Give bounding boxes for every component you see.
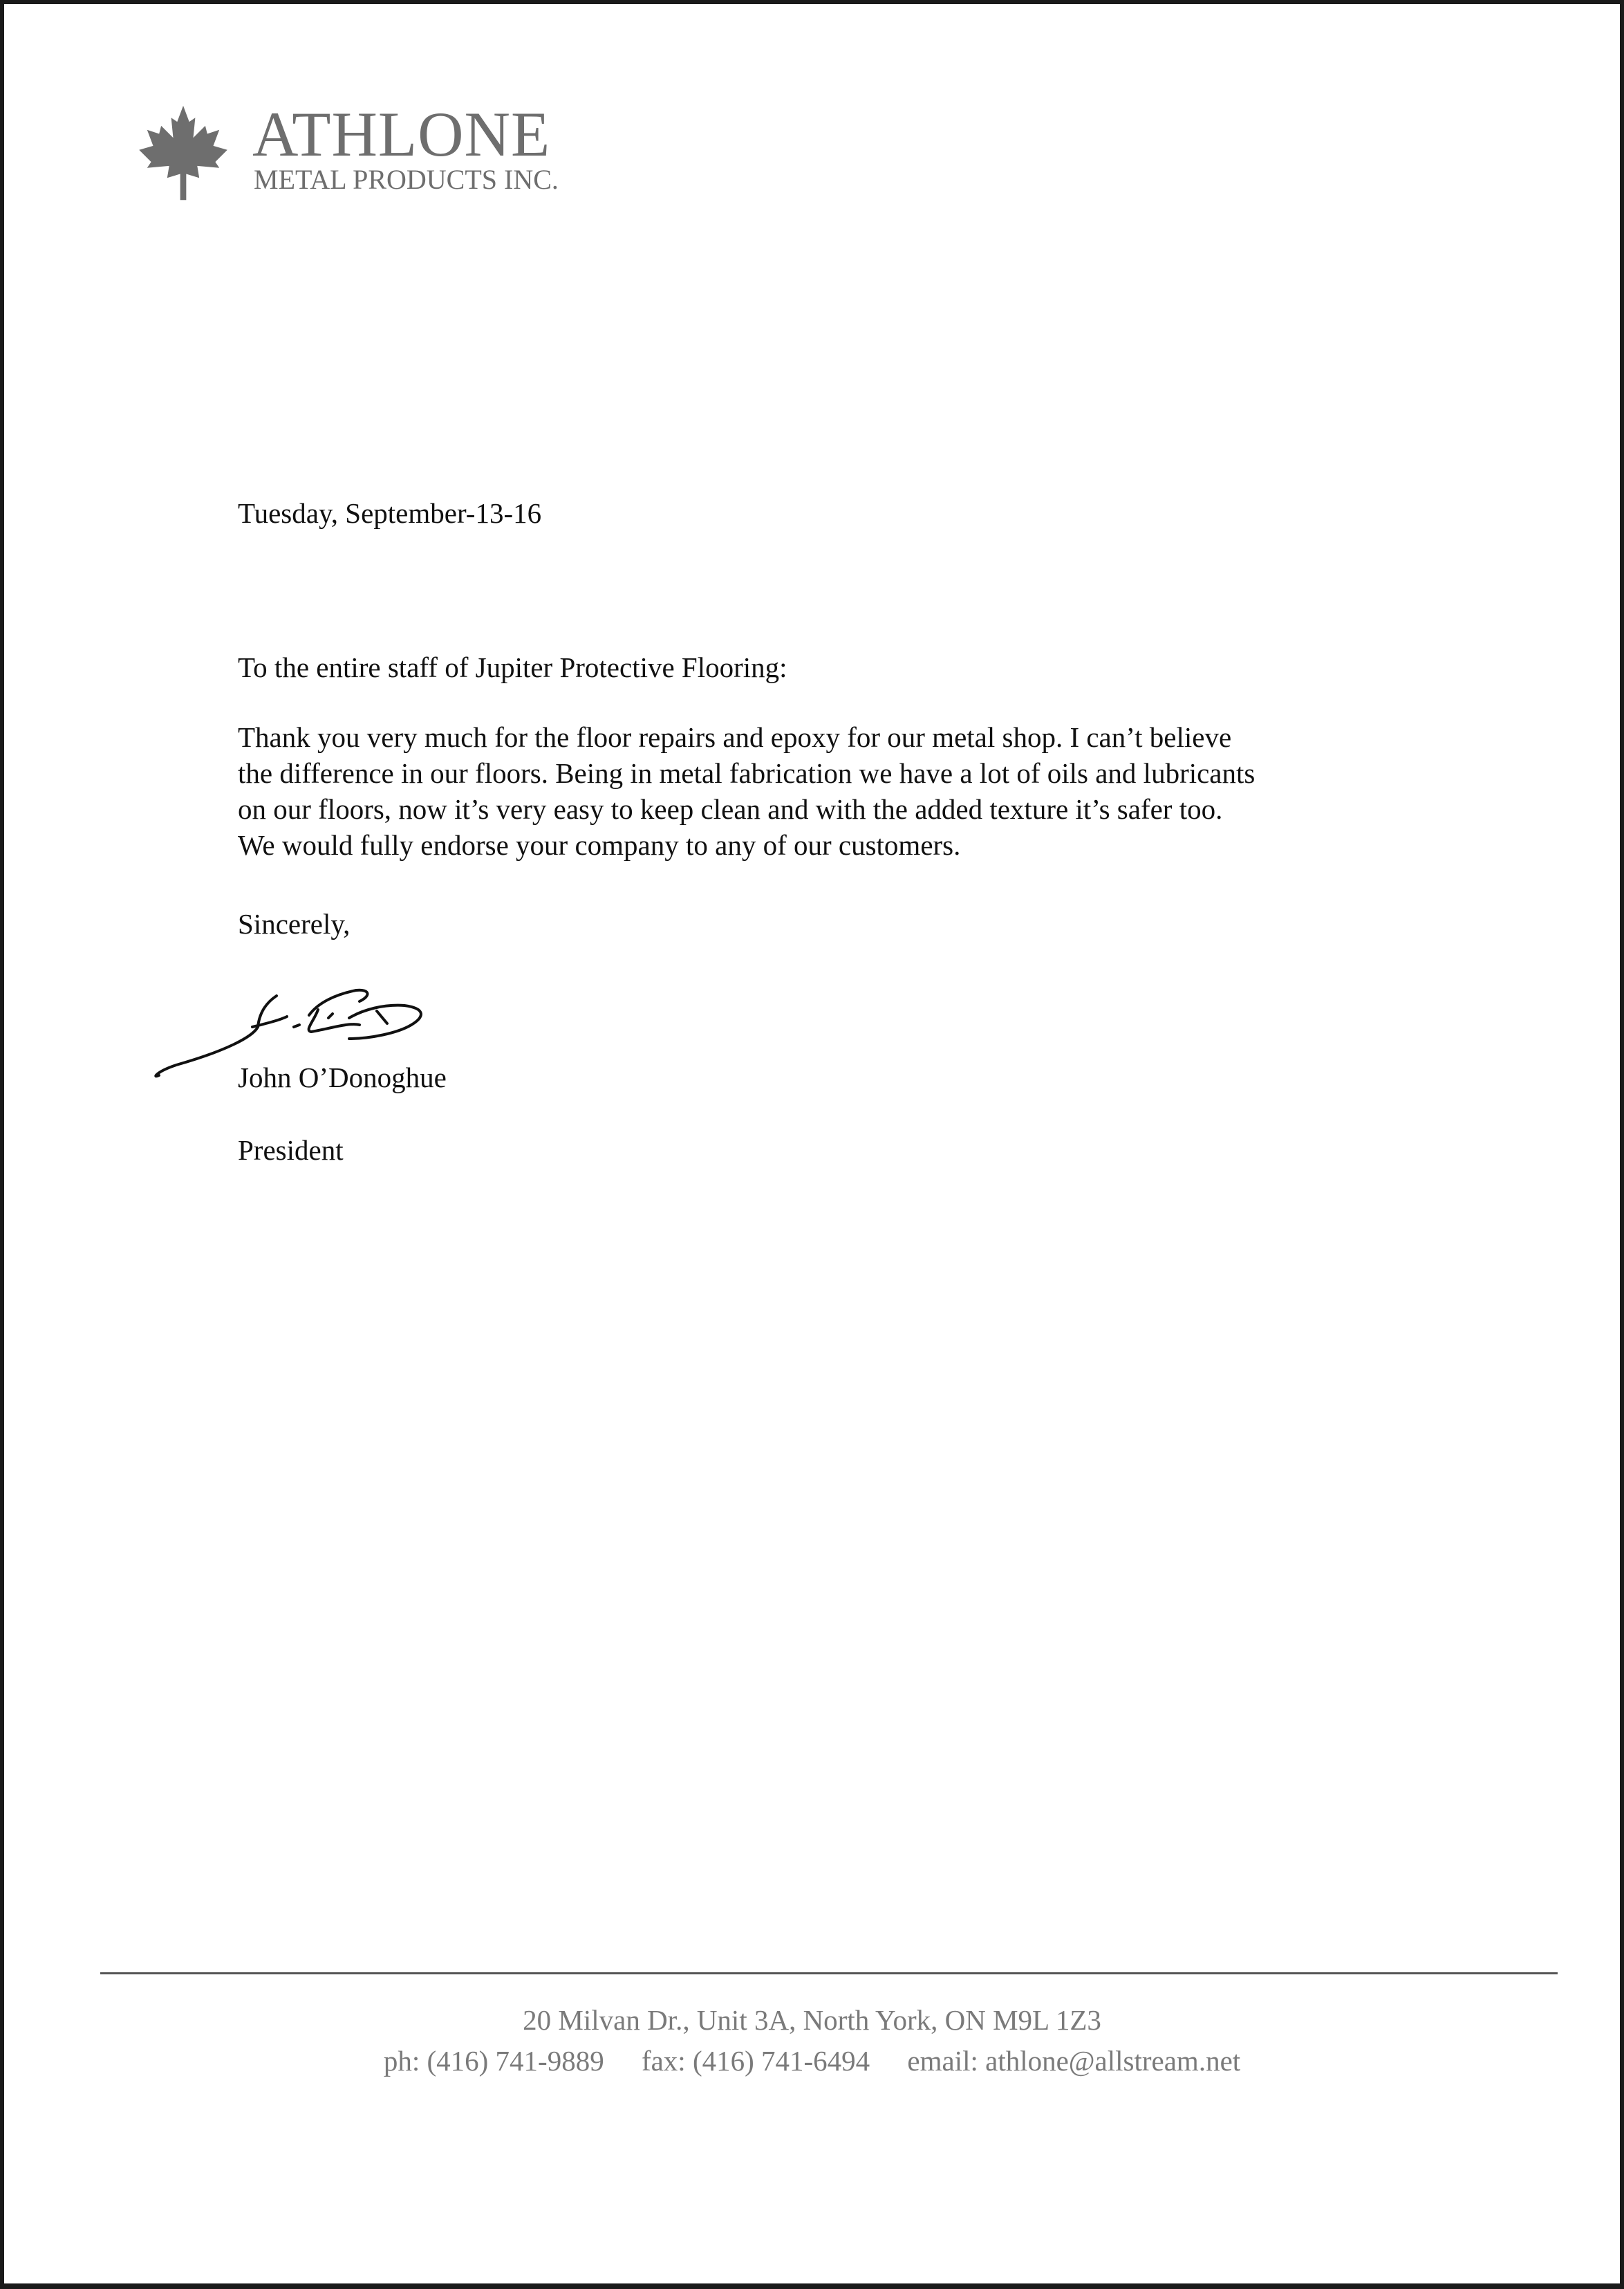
footer-phone: ph: (416) 741-9889	[383, 2045, 604, 2077]
footer-email: email: athlone@allstream.net	[907, 2045, 1241, 2077]
signer-name: John O’Donoghue	[238, 1062, 447, 1093]
signer-title: President	[238, 1134, 344, 1166]
maple-leaf-icon	[128, 104, 239, 204]
body-line: the difference in our floors. Being in metal fabrication we have a lot of oils and lubricants	[238, 757, 1256, 789]
salutation: To the entire staff of Jupiter Protective Flooring:	[238, 651, 787, 683]
footer-contact	[0, 2044, 1624, 2078]
body-line: We would fully endorse your company to any of our customers.	[238, 829, 961, 861]
body-paragraph	[238, 719, 1441, 863]
body-line: Thank you very much for the floor repairs and epoxy for our metal shop. I can’t believe	[238, 721, 1232, 753]
footer-address: 20 Milvan Dr., Unit 3A, North York, ON M9L 1Z3	[523, 2004, 1101, 2036]
closing: Sincerely,	[238, 908, 351, 940]
footer-divider	[100, 1972, 1558, 1974]
letterhead	[128, 97, 612, 207]
footer-fax: fax: (416) 741-6494	[641, 2045, 870, 2077]
company-name: ATHLONE	[252, 99, 551, 169]
company-subtitle: METAL PRODUCTS INC.	[254, 164, 559, 195]
body-line: on our floors, now it’s very easy to keep clean and with the added texture it’s safer too.	[238, 793, 1223, 825]
letter-date: Tuesday, September-13-16	[238, 497, 542, 529]
